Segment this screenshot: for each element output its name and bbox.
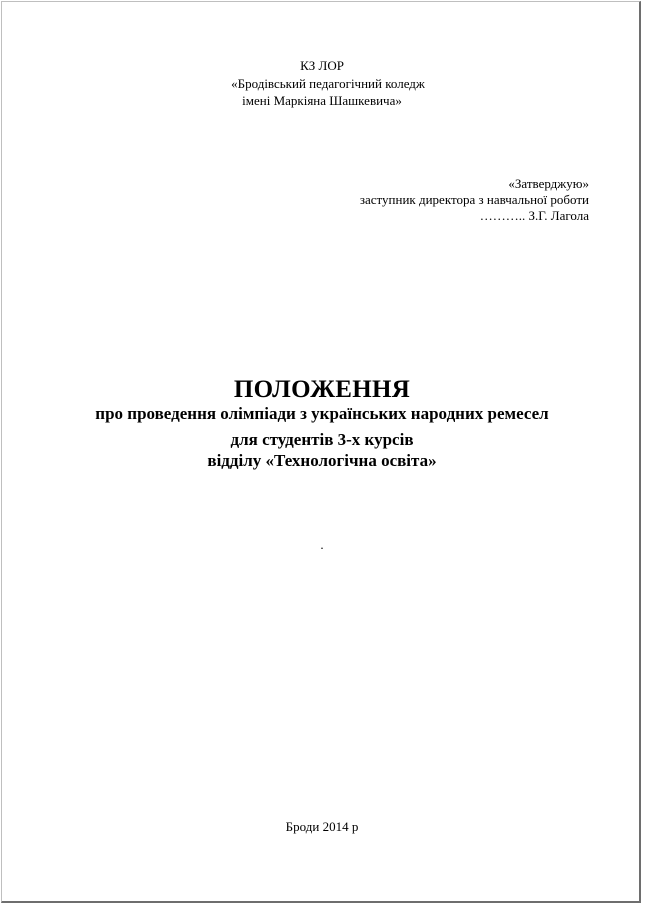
document-subtitle-line3: відділу «Технологічна освіта»: [207, 451, 437, 470]
approval-label: «Затверджую»: [508, 176, 589, 191]
approval-signature: ……….. З.Г. Лагола: [479, 208, 589, 223]
document-page: [1, 1, 641, 903]
stray-dot: .: [320, 537, 324, 552]
document-subtitle-line1: про проведення олімпіади з українських народних ремесел: [95, 404, 549, 423]
institution-name-honor: імені Маркіяна Шашкевича»: [242, 93, 402, 108]
institution-name: «Бродівський педагогічний коледж: [231, 76, 425, 91]
document-title: ПОЛОЖЕННЯ: [233, 376, 411, 403]
institution-abbr: КЗ ЛОР: [300, 58, 344, 73]
document-subtitle-line2: для студентів 3-х курсів: [230, 430, 414, 449]
approval-block: [329, 177, 589, 225]
approval-position: заступник директора з навчальної роботи: [359, 192, 589, 207]
place-and-year: Броди 2014 р: [285, 819, 359, 834]
